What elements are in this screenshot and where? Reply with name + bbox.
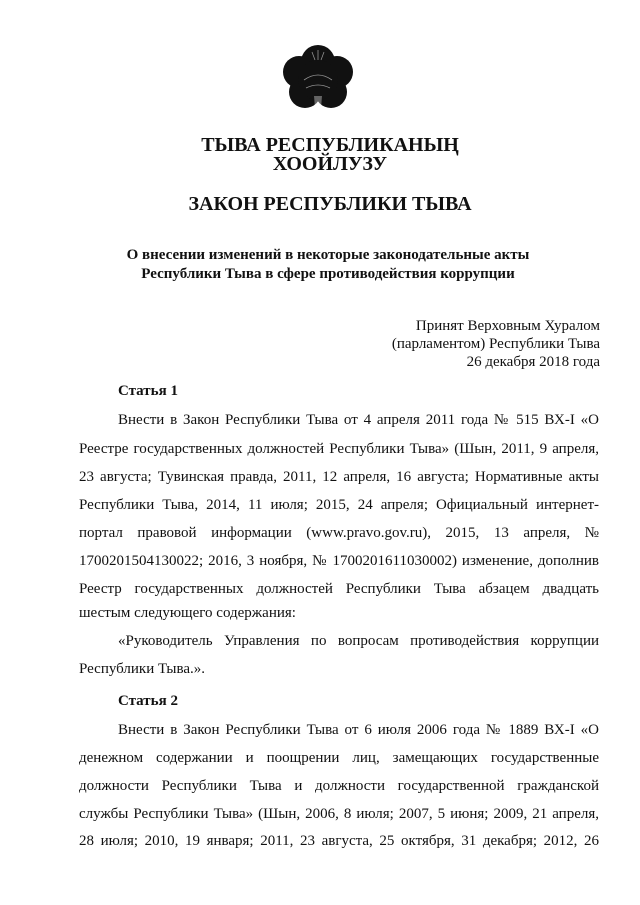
article-2-line: службы Республики Тыва» (Шын, 2006, 8 июля; 2007, 5 июня; 2009, 21 апреля, bbox=[79, 806, 599, 822]
adopted-line2: (парламентом) Республики Тыва bbox=[391, 336, 600, 352]
tuva-title-line2: ХООЙЛУЗУ bbox=[272, 153, 388, 175]
law-subtitle-line2: Республики Тыва в сфере противодействия коррупции bbox=[141, 266, 515, 282]
article-1-line: Реестре государственных должностей Республики Тыва» (Шын, 2011, 9 апреля, bbox=[79, 441, 599, 457]
article-1-line: портал правовой информации (www.pravo.gov.ru), 2015, 13 апреля, № bbox=[79, 525, 599, 541]
article-1-quote-line: Республики Тыва.». bbox=[79, 661, 206, 677]
article-1-line: Реестр государственных должностей Республики Тыва абзацем двадцать bbox=[79, 581, 599, 597]
article-2-line: Внести в Закон Республики Тыва от 6 июля 2006 года № 1889 ВХ-I «О bbox=[118, 722, 599, 738]
article-2-line: денежном содержании и поощрении лиц, замещающих государственные bbox=[79, 750, 599, 766]
article-1-line: Республики Тыва, 2014, 11 июля; 2015, 24 апреля; Официальный интернет- bbox=[79, 497, 599, 513]
coat-of-arms-tuva-icon bbox=[278, 40, 358, 120]
article-1-line: Внести в Закон Республики Тыва от 4 апреля 2011 года № 515 ВХ-I «О bbox=[118, 412, 599, 428]
law-title: ЗАКОН РЕСПУБЛИКИ ТЫВА bbox=[188, 193, 472, 215]
article-2-title: Статья 2 bbox=[118, 693, 178, 709]
tuva-title-line1: ТЫВА РЕСПУБЛИКАНЫҢ bbox=[201, 134, 459, 156]
article-1-line: 1700201504130022; 2016, 3 ноября, № 1700201611030002) изменение, дополнив bbox=[79, 553, 599, 569]
adopted-line1: Принят Верховным Хуралом bbox=[415, 318, 600, 334]
article-2-line: 28 июля; 2010, 19 января; 2011, 23 августа, 25 октября, 31 декабря; 2012, 26 bbox=[79, 833, 599, 849]
adopted-date: 26 декабря 2018 года bbox=[466, 354, 600, 370]
article-1-line: шестым следующего содержания: bbox=[79, 605, 296, 621]
law-subtitle-line1: О внесении изменений в некоторые законодательные акты bbox=[126, 247, 530, 263]
article-1-title: Статья 1 bbox=[118, 383, 178, 399]
article-1-quote-line: «Руководитель Управления по вопросам противодействия коррупции bbox=[118, 633, 599, 649]
article-2-line: должности Республики Тыва и должности государственной гражданской bbox=[79, 778, 599, 794]
article-1-line: 23 августа; Тувинская правда, 2011, 12 апреля, 16 августа; Нормативные акты bbox=[79, 469, 599, 485]
